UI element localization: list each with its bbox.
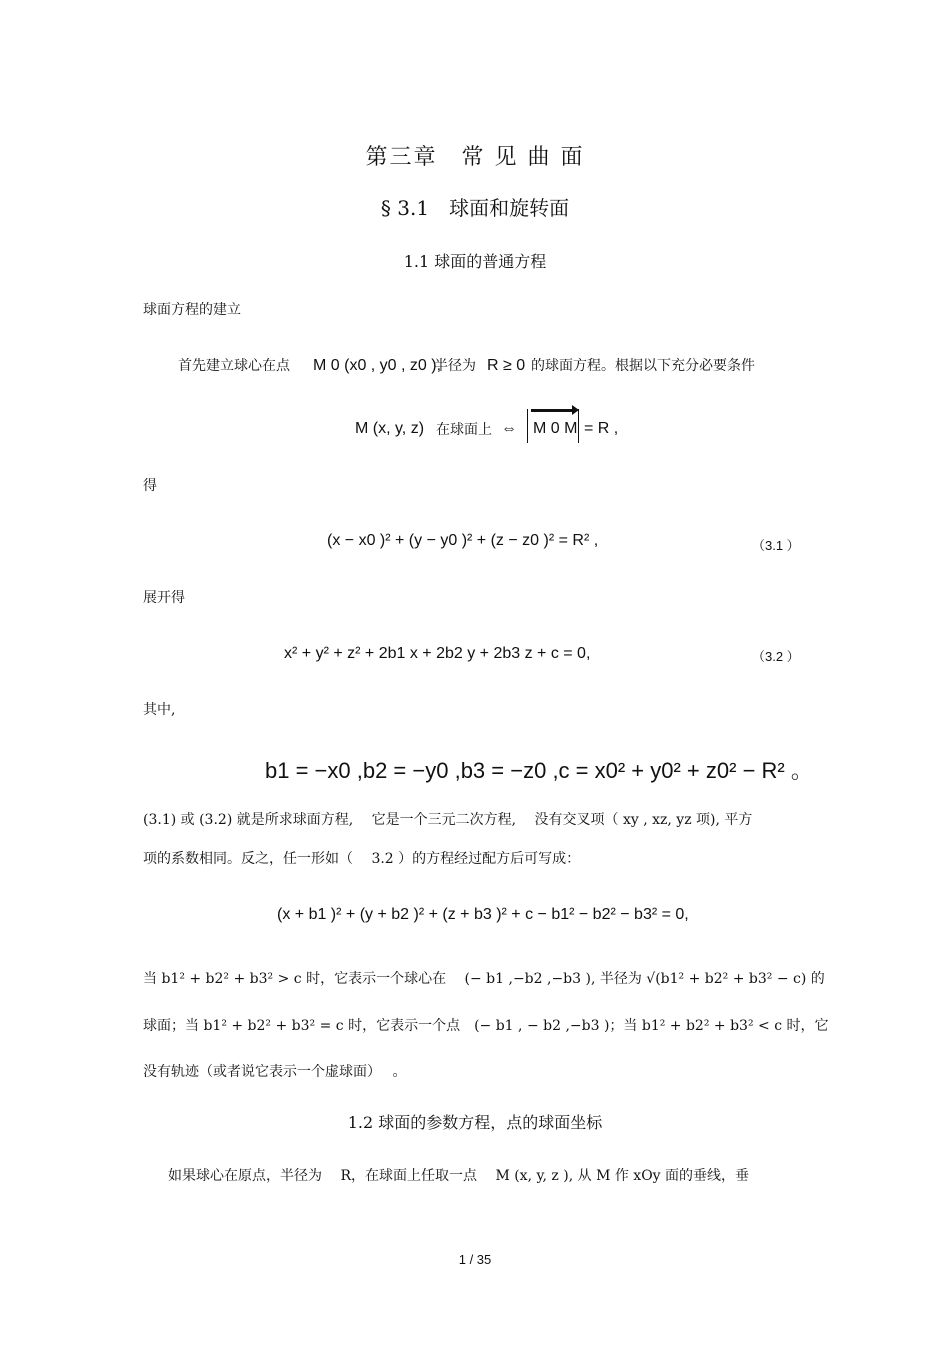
text-de: 得 [143,478,157,494]
equation-number-3-2: （3.2 ） [752,649,800,664]
text-qizhong: 其中, [143,702,176,718]
para-1-mid: 半径为 [434,358,476,374]
cond-rhs: = R , [584,420,619,437]
cond-lhs: M (x, y, z) [355,420,425,437]
completed-square-equation: (x + b1 )² + (y + b2 )² + (z + b3 )² + c − b1² − b2² − b3² = 0, [277,906,689,923]
para-1-prefix: 首先建立球心在点 [178,358,290,374]
vector-norm-bars [527,409,579,443]
equation-3-1: (x − x0 )² + (y − y0 )² + (z − z0 )² = R² , [327,532,599,549]
vector-m0m: M 0 M [533,420,578,437]
section-title: § 3.1 球面和旋转面 [380,196,570,220]
cond-text: 在球面上 [436,422,492,438]
paragraph-heading: 球面方程的建立 [143,302,241,318]
chapter-title: 第三章 常 见 曲 面 [365,145,585,170]
page-number: 1 / 35 [458,1252,492,1267]
equation-number-3-1: （3.1 ） [752,538,800,553]
subsection-title-1: 1.1 球面的普通方程 [403,252,547,271]
para-2-line-1: (3.1) 或 (3.2) 就是所求球面方程, 它是一个三元二次方程, 没有交叉项（ xy , xz, yz 项), 平方 [143,812,753,828]
equation-3-2: x² + y² + z² + 2b1 x + 2b2 y + 2b3 z + c = 0, [284,645,591,662]
para-4: 如果球心在原点，半径为 R，在球面上任取一点 M (x, y, z ), 从 M 作 xOy 面的垂线，垂 [168,1168,750,1184]
vector-arrow-bar [531,409,573,412]
center-point-formula: M 0 (x0 , y0 , z0 ), [313,357,442,374]
text-expand: 展开得 [143,590,185,606]
iff-symbol: ⇔ [501,420,517,437]
para-3-line-1: 当 b1² + b2² + b3² > c 时，它表示一个球心在 (− b1 ,−b2 ,−b3 ), 半径为 √(b1² + b2² + b3² − c) 的 [143,971,825,987]
para-3-line-3: 没有轨迹（或者说它表示一个虚球面） 。 [143,1064,407,1080]
coefficient-equation: b1 = −x0 ,b2 = −y0 ,b3 = −z0 ,c = x0² + y0² + z0² − R² 。 [265,758,813,783]
para-2-line-2: 项的系数相同。反之，任一形如（ 3.2 ）的方程经过配方后可写成： [143,851,581,867]
para-3-line-2: 球面；当 b1² + b2² + b3² = c 时，它表示一个点 (− b1 , − b2 ,−b3 )；当 b1² + b2² + b3² < c 时，它 [143,1018,829,1034]
vector-arrow-head-icon [572,405,579,415]
radius-condition: R ≥ 0 [487,357,526,374]
para-1-suffix: 的球面方程。根据以下充分必要条件 [531,358,755,374]
subsection-title-2: 1.2 球面的参数方程，点的球面坐标 [347,1113,603,1132]
